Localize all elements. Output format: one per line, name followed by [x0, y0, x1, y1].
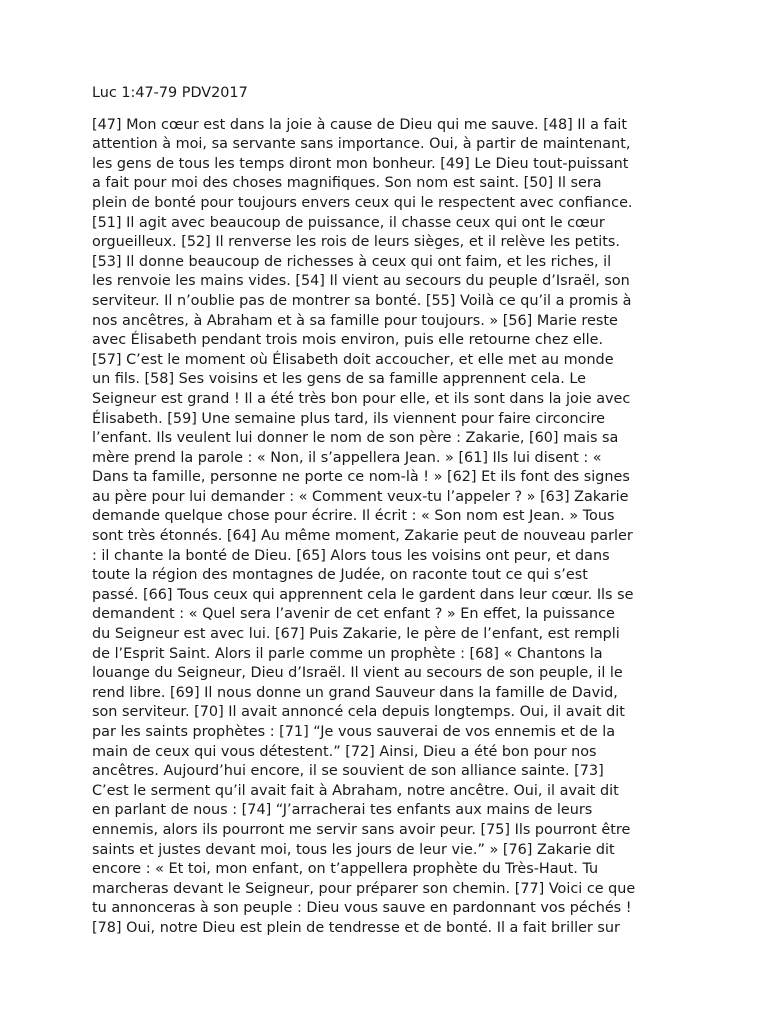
text-line: les renvoie les mains vides. [54] Il vient au secours du peuple d’Israël, son — [92, 273, 630, 290]
text-line: du Seigneur est avec lui. [67] Puis Zakarie, le père de l’enfant, est rempli — [92, 626, 620, 643]
text-line: passé. [66] Tous ceux qui apprennent cela le gardent dans leur cœur. Ils se — [92, 586, 634, 603]
text-line: demande quelque chose pour écrire. Il écrit : « Son nom est Jean. » Tous — [92, 508, 615, 525]
text-line: demandent : « Quel sera l’avenir de cet enfant ? » En effet, la puissance — [92, 606, 615, 623]
text-line: tu annonceras à son peuple : Dieu vous sauve en pardonnant vos péchés ! — [92, 900, 632, 917]
text-line: mère prend la parole : « Non, il s’appellera Jean. » [61] Ils lui disent : « — [92, 449, 602, 466]
text-line: serviteur. Il n’oublie pas de montrer sa bonté. [55] Voilà ce qu’il a promis à — [92, 292, 632, 309]
text-line: sont très étonnés. [64] Au même moment, Zakarie peut de nouveau parler — [92, 528, 633, 545]
text-line: nos ancêtres, à Abraham et à sa famille pour toujours. » [56] Marie reste — [92, 312, 618, 329]
text-line: l’enfant. Ils veulent lui donner le nom de son père : Zakarie, [60] mais sa — [92, 430, 619, 447]
text-line: [78] Oui, notre Dieu est plein de tendresse et de bonté. Il a fait briller sur — [92, 919, 620, 936]
text-line: les gens de tous les temps diront mon bonheur. [49] Le Dieu tout-puissant — [92, 155, 629, 172]
document-body — [92, 116, 682, 939]
text-line: son serviteur. [70] Il avait annoncé cela depuis longtemps. Oui, il avait dit — [92, 704, 625, 721]
text-line: : il chante la bonté de Dieu. [65] Alors tous les voisins ont peur, et dans — [92, 547, 610, 564]
text-line: orgueilleux. [52] Il renverse les rois de leurs sièges, et il relève les petits. — [92, 234, 620, 251]
text-line: par les saints prophètes : [71] “Je vous sauverai de vos ennemis et de la — [92, 724, 616, 740]
text-line: Seigneur est grand ! Il a été très bon pour elle, et ils sont dans la joie avec — [92, 390, 631, 407]
text-line: [57] C’est le moment où Élisabeth doit accoucher, et elle met au monde — [92, 351, 614, 368]
text-line: louange du Seigneur, Dieu d’Israël. Il vient au secours de son peuple, il le — [92, 665, 623, 682]
text-line: marcheras devant le Seigneur, pour préparer son chemin. [77] Voici ce que — [92, 880, 636, 897]
text-line: Élisabeth. [59] Une semaine plus tard, ils viennent pour faire circoncire — [92, 410, 606, 427]
text-line: a fait pour moi des choses magnifiques. Son nom est saint. [50] Il sera — [92, 175, 602, 192]
text-line: en parlant de nous : [74] “J’arracherai tes enfants aux mains de leurs — [92, 802, 593, 819]
text-line: rend libre. [69] Il nous donne un grand Sauveur dans la famille de David, — [92, 684, 618, 701]
text-line: main de ceux qui vous détestent.” [72] Ainsi, Dieu a été bon pour nos — [92, 743, 597, 760]
text-line: de l’Esprit Saint. Alors il parle comme un prophète : [68] « Chantons la — [92, 645, 603, 662]
text-line: [53] Il donne beaucoup de richesses à ceux qui ont faim, et les riches, il — [92, 253, 612, 270]
text-line: [51] Il agit avec beaucoup de puissance, il chasse ceux qui ont le cœur — [92, 214, 605, 231]
text-line: saints et justes devant moi, tous les jours de leur vie.” » [76] Zakarie dit — [92, 841, 615, 858]
document-title: Luc 1:47-79 PDV2017 — [92, 85, 248, 101]
text-line: un fils. [58] Ses voisins et les gens de sa famille apprennent cela. Le — [92, 371, 586, 388]
text-line: encore : « Et toi, mon enfant, on t’appellera prophète du Très-Haut. Tu — [92, 861, 599, 878]
text-line: C’est le serment qu’il avait fait à Abraham, notre ancêtre. Oui, il avait dit — [92, 782, 619, 799]
text-line: ennemis, alors ils pourront me servir sans avoir peur. [75] Ils pourront être — [92, 821, 631, 838]
text-line: toute la région des montagnes de Judée, on raconte tout ce qui s’est — [92, 567, 588, 584]
document-page — [92, 84, 682, 939]
text-line: avec Élisabeth pendant trois mois environ, puis elle retourne chez elle. — [92, 332, 604, 349]
text-line: plein de bonté pour toujours envers ceux qui le respectent avec confiance. — [92, 194, 633, 211]
text-line: ancêtres. Aujourd’hui encore, il se souvient de son alliance sainte. [73] — [92, 763, 604, 780]
text-line: attention à moi, sa servante sans importance. Oui, à partir de maintenant, — [92, 136, 631, 153]
text-line: Dans ta famille, personne ne porte ce nom-là ! » [62] Et ils font des signes — [92, 469, 630, 486]
text-line: au père pour lui demander : « Comment veux-tu l’appeler ? » [63] Zakarie — [92, 488, 629, 505]
text-line: [47] Mon cœur est dans la joie à cause de Dieu qui me sauve. [48] Il a fait — [92, 116, 628, 133]
